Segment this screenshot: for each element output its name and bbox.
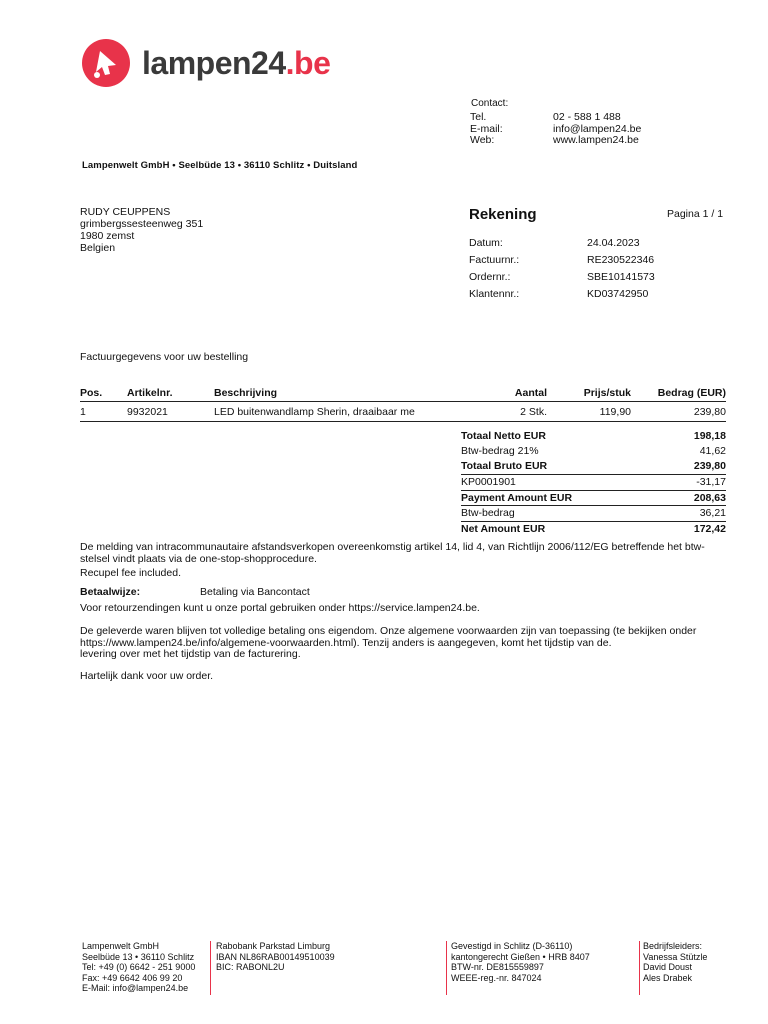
header-description: Beschrijving — [214, 386, 464, 402]
footer-registration: Gevestigd in Schlitz (D-36110) kantongerecht Gießen • HRB 8407 BTW-nr. DE815559897 WEEE-reg.-nr. 847024 — [451, 941, 590, 983]
meta-label: Ordernr.: — [469, 271, 511, 283]
header-pos: Pos. — [80, 386, 127, 402]
header-unit-price: Prijs/stuk — [547, 386, 631, 402]
footer-divider — [639, 941, 640, 995]
terms-line: levering over met het tijdstip van de facturering. — [80, 648, 301, 660]
recipient-address — [80, 206, 203, 254]
contact-label: E-mail: — [470, 122, 503, 135]
recipient-street: grimbergssesteenweg 351 — [80, 218, 204, 230]
header-quantity: Aantal — [464, 386, 547, 402]
terms-line: De geleverde waren blijven tot volledige betaling ons eigendom. Onze algemene voorwaarden zijn van toepassing (te bekijken onder — [80, 625, 697, 637]
payment-value: Betaling via Bancontact — [200, 586, 310, 598]
cell-pos: 1 — [80, 402, 127, 422]
totals-block — [461, 429, 726, 537]
total-row: KP0001901 -31,17 — [461, 475, 726, 491]
sender-line: Lampenwelt GmbH • Seelbüde 13 • 36110 Schlitz • Duitsland — [82, 160, 358, 171]
contact-title: Contact: — [471, 98, 509, 109]
brand-logo — [80, 38, 330, 88]
header-article: Artikelnr. — [127, 386, 214, 402]
cell-description: LED buitenwandlamp Sherin, draaibaar me — [214, 402, 464, 422]
payment-method — [80, 586, 310, 598]
contact-block — [470, 112, 641, 147]
footer-company: Lampenwelt GmbH Seelbüde 13 • 36110 Schlitz Tel: +49 (0) 6642 - 251 9000 Fax: +49 6642 406 99 20 E-Mail: info@lampen24.be — [82, 941, 196, 993]
total-row: Totaal Netto EUR 198,18 — [461, 430, 726, 442]
lamp-logo-icon — [80, 38, 132, 88]
intracom-note: De melding van intracommunautaire afstandsverkopen overeenkomstig artikel 14, lid 4, van Richtlijn 2006/112/EG betreffende het btw-stelsel vindt plaats via de one-stop-shopprocedure. — [80, 541, 705, 565]
cell-amount: 239,80 — [631, 402, 726, 422]
returns-note: Voor retourzendingen kunt u onze portal gebruiken onder https://service.lampen24.be. — [80, 602, 480, 614]
footer-management: Bedrijfsleiders: Vanessa Stützle David Doust Ales Drabek — [643, 941, 708, 983]
recipient-name: RUDY CEUPPENS — [80, 206, 171, 218]
contact-label: Web: — [470, 134, 495, 146]
footer-bank: Rabobank Parkstad Limburg IBAN NL86RAB00149510039 BIC: RABONL2U — [216, 941, 335, 972]
cell-article: 9932021 — [127, 402, 214, 422]
thanks-note: Hartelijk dank voor uw order. — [80, 670, 214, 682]
meta-date: 24.04.2023 — [587, 237, 640, 249]
header-amount: Bedrag (EUR) — [631, 386, 726, 402]
total-row: Totaal Bruto EUR 239,80 — [461, 459, 726, 475]
total-row: Payment Amount EUR 208,63 — [461, 491, 726, 507]
terms-line: https://www.lampen24.be/info/algemene-voorwaarden.html). Tenzij anders is aangegeven, komt het tijdstip van de. — [80, 636, 612, 649]
total-row: Btw-bedrag 21% 41,62 — [461, 444, 726, 457]
intro-text: Factuurgegevens voor uw bestelling — [80, 351, 249, 363]
table-header-row — [80, 386, 726, 402]
recipient-country: Belgien — [80, 242, 116, 254]
contact-email[interactable]: info@lampen24.be — [553, 122, 642, 135]
cell-unit-price: 119,90 — [547, 402, 631, 422]
total-row: Net Amount EUR 172,42 — [461, 523, 726, 536]
document-title: Rekening — [469, 206, 537, 223]
meta-order-number: SBE10141573 — [587, 271, 655, 283]
contact-phone: 02 - 588 1 488 — [553, 111, 621, 123]
meta-label: Factuurnr.: — [469, 254, 520, 266]
page-number: Pagina 1 / 1 — [667, 208, 724, 220]
meta-customer-number: KD03742950 — [587, 288, 649, 300]
meta-label: Klantennr.: — [469, 288, 520, 300]
meta-label: Datum: — [469, 237, 503, 249]
total-row: Btw-bedrag 36,21 — [461, 506, 726, 522]
contact-label: Tel. — [470, 111, 487, 123]
meta-invoice-number: RE230522346 — [587, 254, 655, 266]
items-table — [80, 386, 726, 422]
contact-web[interactable]: www.lampen24.be — [553, 134, 639, 146]
recupel-note: Recupel fee included. — [80, 567, 181, 579]
brand-wordmark: lampen24.be — [142, 44, 331, 81]
terms-note — [80, 626, 720, 661]
invoice-meta — [469, 237, 655, 300]
recipient-city: 1980 zemst — [80, 230, 135, 242]
footer-divider — [210, 941, 211, 995]
cell-quantity: 2 Stk. — [464, 402, 547, 422]
table-row — [80, 402, 726, 422]
footer-divider — [446, 941, 447, 995]
payment-label: Betaalwijze: — [80, 586, 141, 598]
